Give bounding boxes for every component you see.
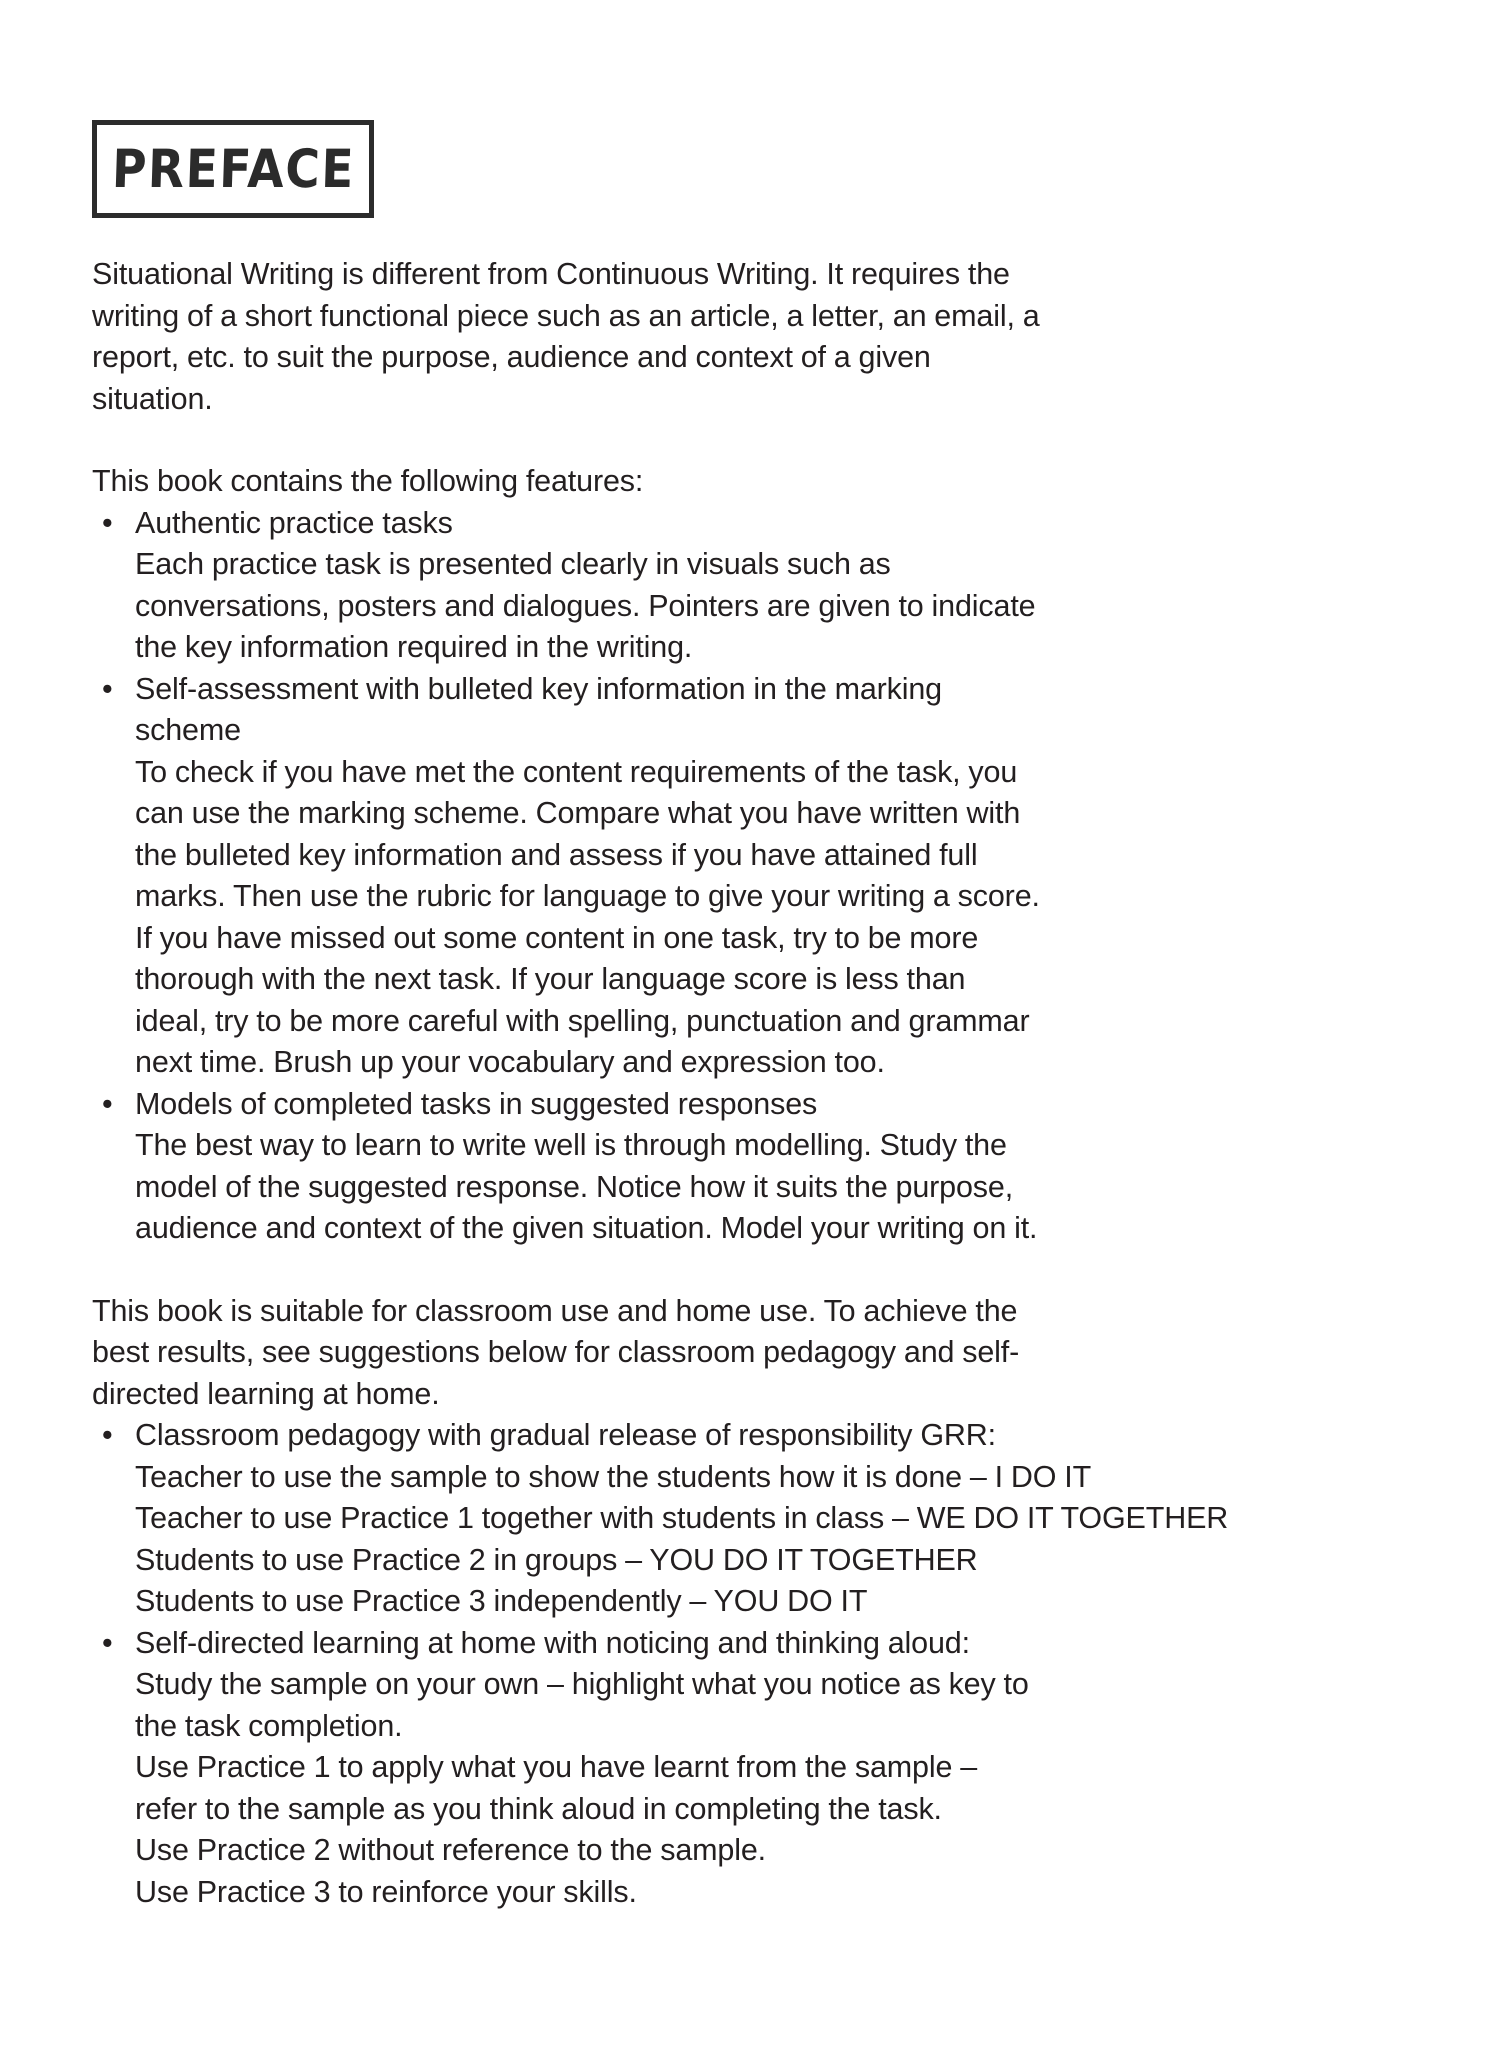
feature-title: Authentic practice tasks: [135, 505, 453, 540]
list-item: [92, 1623, 1042, 1914]
feature-title: Models of completed tasks in suggested responses: [135, 1086, 818, 1121]
feature-title: Self-assessment with bulleted key information in the marking scheme: [135, 671, 942, 747]
usage-line: Study the sample on your own – highlight what you notice as key to the task completion.: [135, 1667, 1029, 1743]
usage-line: Use Practice 2 without reference to the sample.: [135, 1833, 766, 1867]
usage-title: Classroom pedagogy with gradual release of responsibility GRR:: [135, 1418, 996, 1452]
feature-body: To check if you have met the content requirements of the task, you can use the marking scheme. Compare what you have written with the bulleted key information and assess if you have attained full marks. Then use the rubric for language to give your writing a score. If you have missed out some content in one task, try to be more thorough with the next task. If your language score is less than ideal, try to be more careful with spelling, punctuation and grammar next time. Brush up your vocabulary and expression too.: [135, 754, 1040, 1079]
usage-list: [92, 1415, 1229, 1913]
features-list: [92, 503, 1042, 1250]
intro-paragraph: Situational Writing is different from Continuous Writing. It requires the writing of a short functional piece such as an article, a letter, an email, a report, etc. to suit the purpose, audience and context of a given situation.: [92, 257, 1040, 416]
list-item: [92, 503, 1042, 669]
usage-line: Students to use Practice 3 independently – YOU DO IT: [135, 1584, 868, 1618]
feature-body: The best way to learn to write well is through modelling. Study the model of the suggested response. Notice how it suits the purpose, audience and context of the given situation. Model your writing on it.: [135, 1128, 1038, 1245]
spacer: [92, 420, 1042, 461]
usage-line: Use Practice 3 to reinforce your skills.: [135, 1874, 637, 1909]
bullet-icon: •: [102, 1625, 113, 1660]
list-item: [92, 669, 1042, 1084]
usage-line: Students to use Practice 2 in groups – YOU DO IT TOGETHER: [135, 1542, 978, 1577]
features-lead-in: This book contains the following features:: [92, 464, 644, 498]
list-item: [92, 1415, 1229, 1623]
bullet-icon: •: [102, 1086, 113, 1121]
page-title-box: [92, 120, 374, 218]
preface-content: [92, 254, 1229, 1913]
bullet-icon: •: [102, 671, 113, 706]
page-title: PREFACE: [110, 138, 356, 200]
usage-line: Teacher to use Practice 1 together with students in class – WE DO IT TOGETHER: [135, 1501, 1229, 1535]
feature-body: Each practice task is presented clearly in visuals such as conversations, posters and dialogues. Pointers are given to indicate the key information required in the writing.: [135, 547, 1036, 664]
bullet-icon: •: [102, 505, 113, 540]
usage-line: Teacher to use the sample to show the students how it is done – I DO IT: [135, 1459, 1092, 1494]
usage-line: Use Practice 1 to apply what you have learnt from the sample – refer to the sample as you think aloud in completing the task.: [135, 1750, 978, 1826]
spacer: [92, 1250, 1042, 1291]
usage-lead-in: This book is suitable for classroom use and home use. To achieve the best results, see suggestions below for classroom pedagogy and self-directed learning at home.: [92, 1293, 1020, 1411]
usage-title: Self-directed learning at home with noticing and thinking aloud:: [135, 1625, 970, 1660]
bullet-icon: •: [102, 1418, 113, 1452]
list-item: [92, 1084, 1042, 1250]
